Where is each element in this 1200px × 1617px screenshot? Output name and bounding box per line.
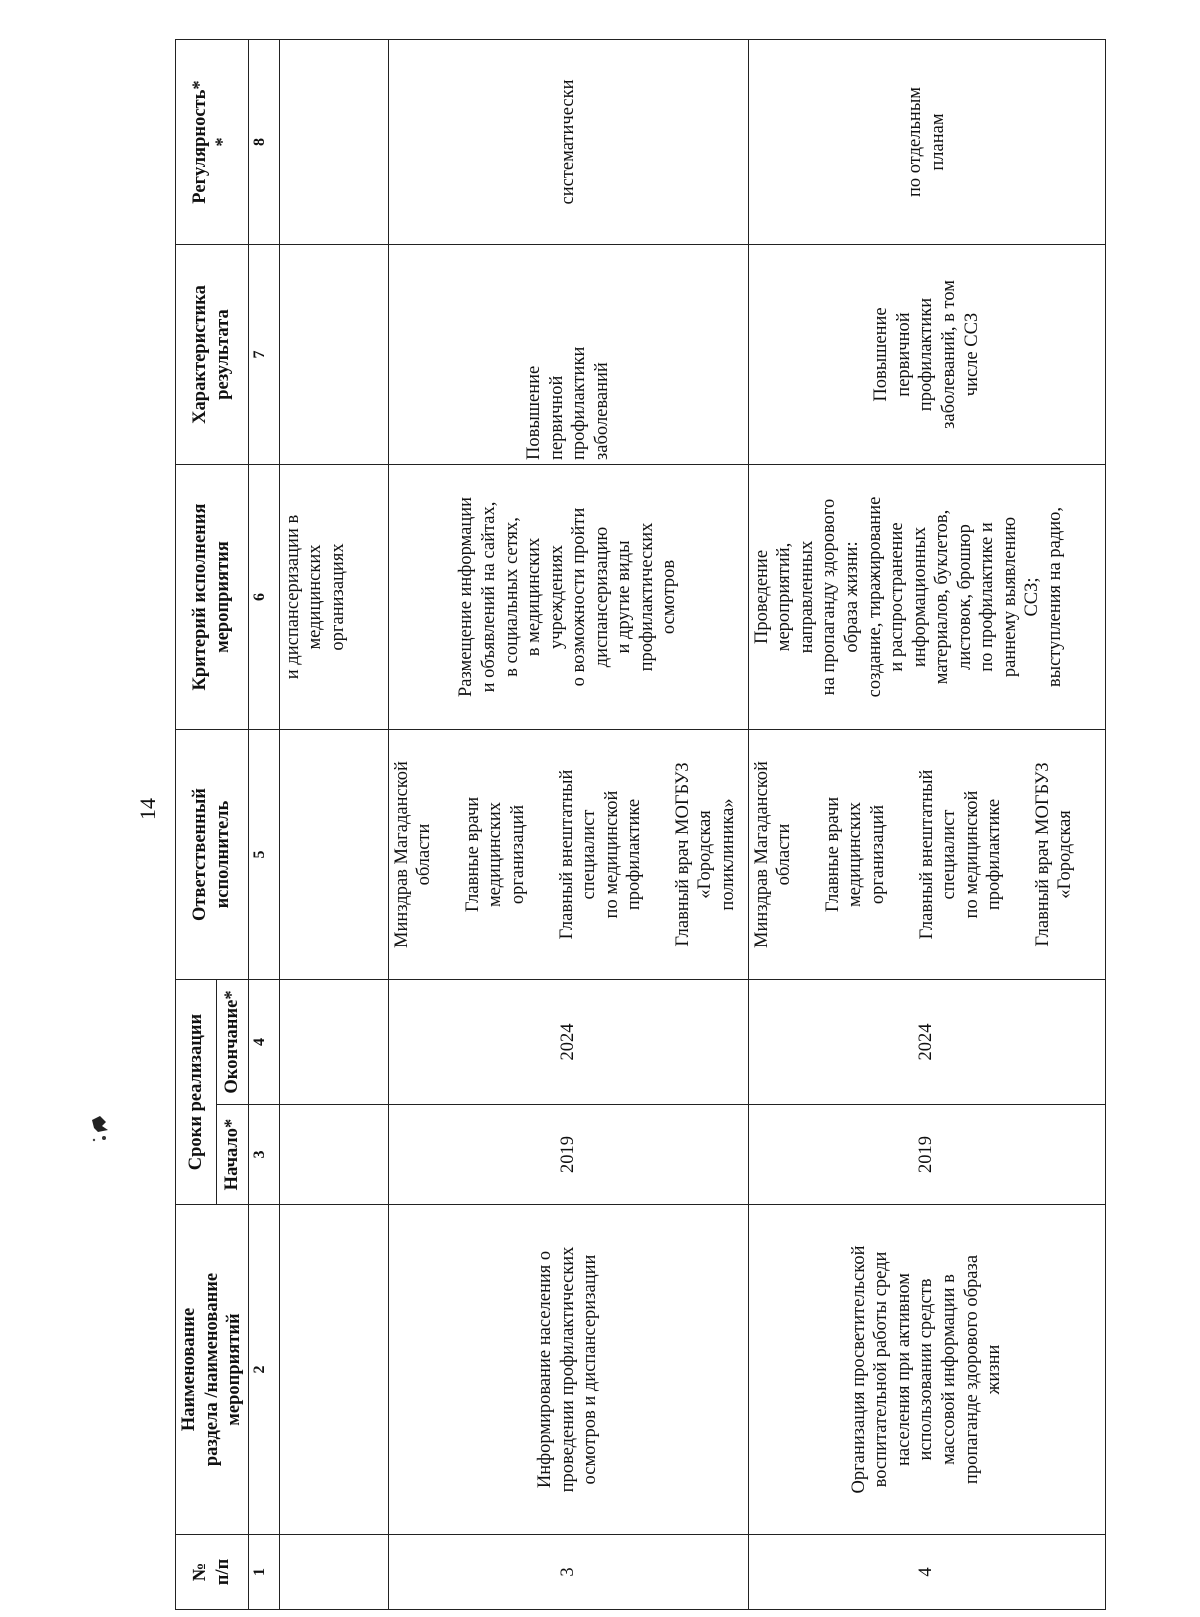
column-number: 6	[248, 465, 279, 730]
cell-empty	[279, 1535, 388, 1610]
table-row	[748, 40, 1105, 1610]
cell-empty	[279, 1105, 388, 1205]
header-terms-group: Сроки реализации	[176, 980, 217, 1205]
row-criterion: Проведение мероприятий, направленных на пропаганду здорового образа жизни: создание, тиражирование и распространение информационных материалов, буклетов, листовок, брошюр по профилактике и раннему выявлению ССЗ; выступления на радио,	[748, 465, 1105, 730]
responsible-entry: Главные врачи медицинских организаций	[462, 796, 528, 913]
header-start: Начало*	[217, 1105, 249, 1205]
cell-empty	[279, 730, 388, 980]
column-number: 7	[248, 245, 279, 465]
column-number: 3	[248, 1105, 279, 1205]
responsible-entry: Минздрав Магаданской области	[751, 761, 795, 948]
row-number: 4	[748, 1535, 1105, 1610]
column-number-row	[248, 40, 279, 1610]
continuation-criterion: и диспансеризации в медицинских организациях	[279, 465, 388, 730]
cell-empty	[279, 980, 388, 1105]
continuation-row	[279, 40, 388, 1610]
header-responsible: Ответственный исполнитель	[176, 730, 249, 980]
column-number: 8	[248, 40, 279, 245]
header-criterion: Критерий исполнения мероприятия	[176, 465, 249, 730]
column-number: 5	[248, 730, 279, 980]
cell-empty	[279, 245, 388, 465]
row-result: Повышение первичной профилактики заболеваний, в том числе ССЗ	[748, 245, 1105, 465]
header-name: Наименование раздела /наименование мероприятий	[176, 1205, 249, 1535]
cell-empty	[279, 40, 388, 245]
header-regularity: Регулярность* *	[176, 40, 249, 245]
row-end: 2024	[388, 980, 748, 1105]
row-start: 2019	[388, 1105, 748, 1205]
responsible-entry: Главный внештатный специалист по медицинской профилактике	[916, 769, 1005, 940]
row-end: 2024	[748, 980, 1105, 1105]
responsible-entry: Главный врач МОГБУЗ «Городская поликлиника»	[672, 762, 738, 947]
row-regularity: по отдельным планам	[748, 40, 1105, 245]
header-end: Окончание*	[217, 980, 249, 1105]
header-result: Характеристика результата	[176, 245, 249, 465]
measures-table	[175, 39, 1106, 1610]
measures-table-container	[175, 40, 1200, 1610]
column-number: 2	[248, 1205, 279, 1535]
row-name: Организация просветительской воспитательной работы среди населения при активном использовании средств массовой информации в пропаганде здорового образа жизни	[748, 1205, 1105, 1535]
responsible-entry: Главный врач МОГБУЗ «Городская	[1032, 762, 1076, 947]
responsible-entry: Главный внештатный специалист по медицинской профилактике	[556, 769, 645, 940]
cell-empty	[279, 1205, 388, 1535]
row-start: 2019	[748, 1105, 1105, 1205]
row-responsible	[388, 730, 748, 980]
row-number: 3	[388, 1535, 748, 1610]
row-result: Повышение первичной профилактики заболеваний	[388, 245, 748, 465]
table-row	[388, 40, 748, 1610]
scan-speck	[86, 1112, 116, 1146]
page-number: 14	[135, 798, 160, 820]
responsible-entry: Главные врачи медицинских организаций	[822, 796, 888, 913]
responsible-entry: Минздрав Магаданской области	[391, 761, 435, 948]
column-number: 1	[248, 1535, 279, 1610]
row-criterion: Размещение информации и объявлений на сайтах, в социальных сетях, в медицинских учреждениях о возможности пройти диспансеризацию и другие виды профилактических осмотров	[388, 465, 748, 730]
row-name: Информирование населения о проведении профилактических осмотров и диспансеризации	[388, 1205, 748, 1535]
header-num: № п/п	[176, 1535, 249, 1610]
column-number: 4	[248, 980, 279, 1105]
row-regularity: систематически	[388, 40, 748, 245]
row-responsible	[748, 730, 1105, 980]
